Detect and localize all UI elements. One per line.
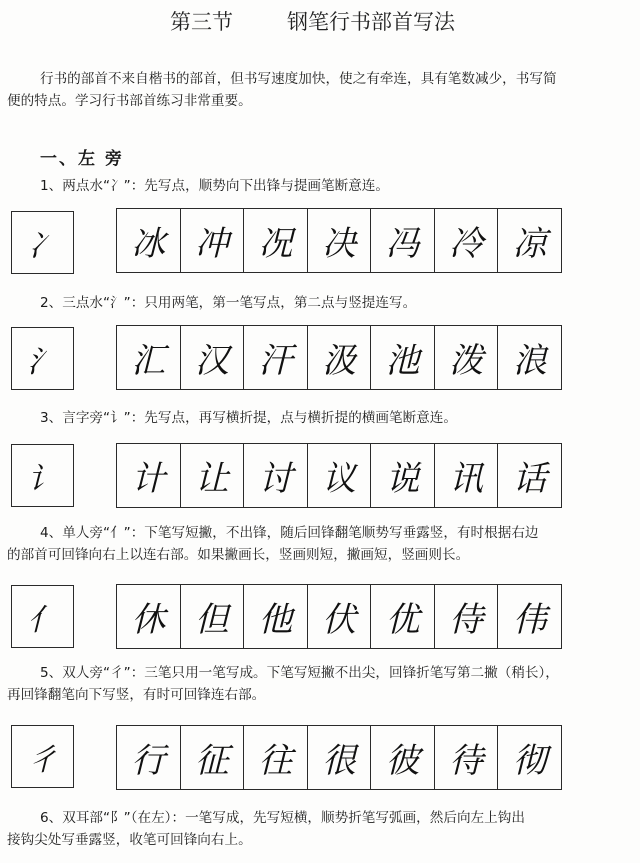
example-char: 他: [244, 585, 308, 648]
example-char: 讨: [244, 444, 308, 507]
example-char: 汉: [181, 326, 245, 389]
example-char: 让: [181, 444, 245, 507]
example-char: 待: [435, 726, 499, 789]
radical-box-2: 氵: [11, 327, 74, 390]
example-char: 决: [308, 209, 372, 272]
example-char: 优: [371, 585, 435, 648]
example-char: 凉: [512, 224, 547, 264]
example-char: 讯: [435, 444, 499, 507]
item-4-text-line-1: 4、单人旁“亻”：下笔写短撇，不出锋，随后回锋翻笔顺势写垂露竖，有时根据右边: [40, 525, 539, 541]
item-2-description: [7, 292, 633, 314]
item-4-description: [7, 522, 633, 566]
example-char: 伟: [512, 600, 547, 640]
example-char: 但: [181, 585, 245, 648]
example-char: 冰: [117, 209, 181, 272]
example-char: 汲: [308, 326, 372, 389]
intro-line-1: 行书的部首不来自楷书的部首，但书写速度加快，使之有牵连，具有笔数减少，书写简: [40, 71, 557, 87]
item-6-text-line-2: 接钩尖处写垂露竖，收笔可回锋向右上。: [7, 832, 252, 848]
item-5-text-line-1: 5、双人旁“彳”：三笔只用一笔写成。下笔写短撇不出尖，回锋折笔写第二撇（稍长），: [40, 665, 559, 681]
example-row-5: [116, 725, 562, 790]
example-char: 池: [371, 326, 435, 389]
example-char: 彼: [371, 726, 435, 789]
intro-line-2: 便的特点。学习行书部首练习非常重要。: [7, 93, 252, 109]
item-6-text-line-1: 6、双耳部“阝”（在左）：一笔写成，先写短横，顺势折笔写弧画，然后向左上钩出: [40, 810, 525, 826]
item-5-text-line-2: 再回锋翻笔向下写竖，有时可回锋连右部。: [7, 687, 266, 703]
example-char: 汗: [244, 326, 308, 389]
example-char: 浪: [512, 341, 547, 381]
example-char: 冷: [435, 209, 499, 272]
item-6-description: [7, 807, 633, 851]
example-char: 话: [512, 459, 547, 499]
section-title: 钢笔行书部首写法: [287, 10, 455, 34]
example-char: 汇: [117, 326, 181, 389]
radical-box-1: 冫: [11, 211, 74, 274]
example-char: 况: [244, 209, 308, 272]
item-1-description: [7, 175, 633, 197]
radical-box-3: 讠: [11, 444, 74, 507]
item-5-description: [7, 662, 633, 706]
example-char: 休: [117, 585, 181, 648]
example-char: 往: [244, 726, 308, 789]
page-title: [0, 4, 640, 34]
example-char: 很: [308, 726, 372, 789]
example-row-2: [116, 325, 562, 390]
item-3-description: [7, 407, 633, 429]
section-heading-left-radicals: 一、左 旁: [40, 149, 124, 169]
item-3-text: 3、言字旁“讠”：先写点，再写横折提，点与横折提的横画笔断意连。: [40, 410, 457, 426]
example-char: 冲: [181, 209, 245, 272]
example-row-1: [116, 208, 562, 273]
item-4-text-line-2: 的部首可回锋向右上以连右部。如果撇画长，竖画则短，撇画短，竖画则长。: [7, 547, 470, 563]
example-char: 冯: [371, 209, 435, 272]
intro-paragraph: [7, 68, 633, 112]
radical-box-4: 亻: [11, 585, 74, 648]
example-char: 议: [308, 444, 372, 507]
example-char: 说: [371, 444, 435, 507]
example-char: 侍: [435, 585, 499, 648]
example-char: 泼: [435, 326, 499, 389]
item-1-text: 1、两点水“冫”：先写点，顺势向下出锋与提画笔断意连。: [40, 178, 389, 194]
section-number: 第三节: [170, 10, 233, 34]
example-row-4: [116, 584, 562, 649]
example-char: 征: [181, 726, 245, 789]
example-char: 行: [117, 726, 181, 789]
example-row-3: [116, 443, 562, 508]
example-char: 彻: [512, 741, 547, 781]
example-char: 伏: [308, 585, 372, 648]
example-char: 计: [117, 444, 181, 507]
item-2-text: 2、三点水“氵”：只用两笔，第一笔写点，第二点与竖提连写。: [40, 295, 417, 311]
radical-box-5: 彳: [11, 725, 74, 788]
